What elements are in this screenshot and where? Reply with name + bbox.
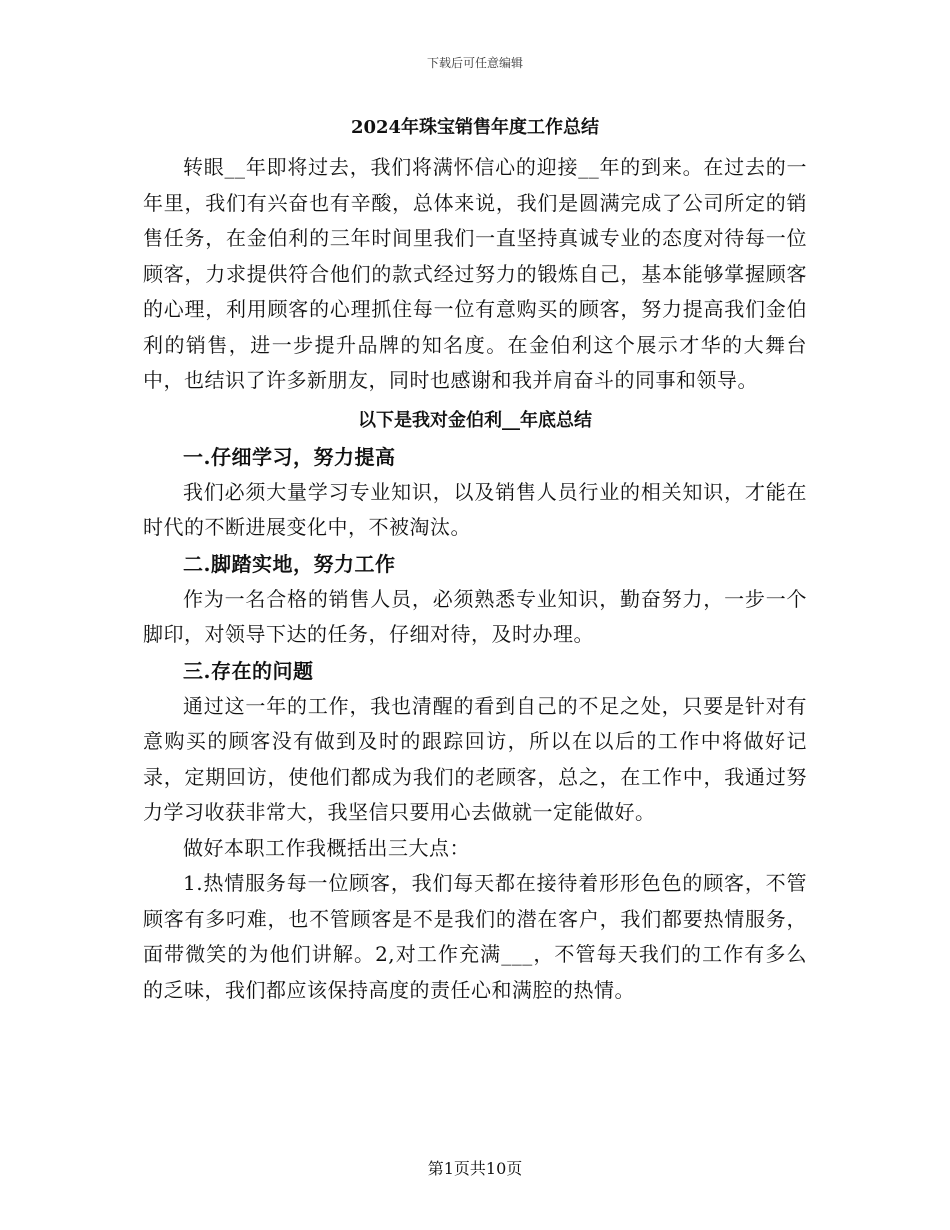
summary-intro: 做好本职工作我概括出三大点： xyxy=(183,835,470,860)
section-heading-1: 一.仔细学习，努力提高 xyxy=(183,444,396,469)
section-heading-3: 三.存在的问题 xyxy=(183,658,314,683)
summary-subtitle: 以下是我对金伯利__年底总结 xyxy=(358,409,592,431)
document-body xyxy=(143,110,807,1008)
section-heading-2: 二.脚踏实地，努力工作 xyxy=(183,551,396,576)
intro-paragraph: 转眼__年即将过去，我们将满怀信心的迎接__年的到来。在过去的一年里，我们有兴奋也有辛酸，总体来说，我们是圆满完成了公司所定的销售任务，在金伯利的三年时间里我们一直坚持真诚专业的态度对待每一位顾客，力求提供符合他们的款式经过努力的锻炼自己，基本能够掌握顾客的心理，利用顾客的心理抓住每一位有意购买的顾客，努力提高我们金伯利的销售，进一步提升品牌的知名度。在金伯利这个展示才华的大舞台中，也结识了许多新朋友，同时也感谢和我并肩奋斗的同事和领导。 xyxy=(143,155,807,392)
document-title: 2024年珠宝销售年度工作总结 xyxy=(350,117,600,138)
section-body-2: 作为一名合格的销售人员，必须熟悉专业知识，勤奋努力，一步一个脚印，对领导下达的任务，仔细对待，及时办理。 xyxy=(143,586,807,646)
section-body-3: 通过这一年的工作，我也清醒的看到自己的不足之处，只要是针对有意购买的顾客没有做到及时的跟踪回访，所以在以后的工作中将做好记录，定期回访，使他们都成为我们的老顾客，总之，在工作中，我通过努力学习收获非常大，我坚信只要用心去做就一定能做好。 xyxy=(143,693,807,824)
summary-point: 1.热情服务每一位顾客，我们每天都在接待着形形色色的顾客，不管顾客有多叼难，也不管顾客是不是我们的潜在客户，我们都要热情服务，面带微笑的为他们讲解。2,对工作充满___，不管每天我们的工作有多么的乏味，我们都应该保持高度的责任心和满腔的热情。 xyxy=(143,871,807,1002)
section-body-1: 我们必须大量学习专业知识，以及销售人员行业的相关知识，才能在时代的不断进展变化中，不被淘汰。 xyxy=(143,479,807,539)
header-note: 下载后可任意编辑 xyxy=(426,56,523,70)
page-number: 第1页共10页 xyxy=(427,1159,523,1178)
